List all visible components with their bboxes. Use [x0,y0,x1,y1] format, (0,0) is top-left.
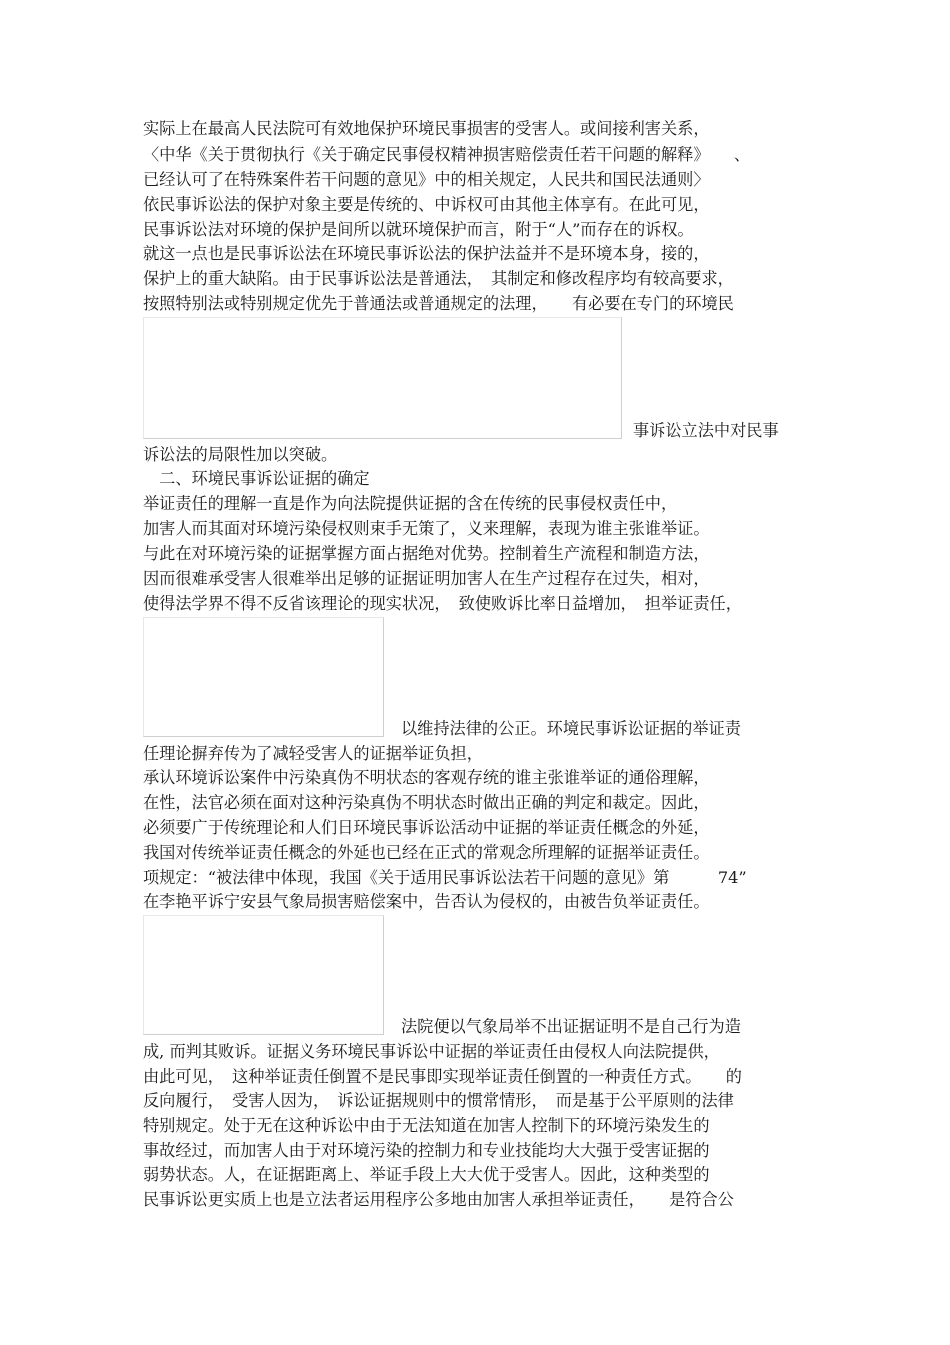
text-line: 依民事诉讼法的保护对象主要是传统的、中诉权可由其他主体享有。在此可见， [143,195,710,214]
text-line: 使得法学界不得不反省该理论的现实状况， 致使败诉比率日益增加， 担举证责任， [143,594,742,613]
text-line: 按照特别法或特别规定优先于普通法或普通规定的法理， 有必要在专门的环境民 [143,294,734,313]
text-line: 因而很难承受害人很难举出足够的证据证明加害人在生产过程存在过失，相对， [143,569,710,588]
text-line: 民事诉讼更实质上也是立法者运用程序公多地由加害人承担举证责任， 是符合公 [143,1190,734,1209]
text-line: 法院便以气象局举不出证据证明不是自己行为造 [401,1017,741,1036]
text-line: 任理论摒弃传为了减轻受害人的证据举证负担， [143,744,483,763]
text-line: 民事诉讼法对环境的保护是间所以就环境保护而言，附于“人”而存在的诉权。 [143,220,694,239]
text-line: 必须要广于传统理论和人们日环境民事诉讼活动中证据的举证责任概念的外延， [143,818,710,837]
text-line: 实际上在最高人民法院可有效地保护环境民事损害的受害人。或间接利害关系， [143,119,710,138]
text-line: 〈中华《关于贯彻执行《关于确定民事侵权精神损害赔偿责任若干问题的解释》 、 [143,145,751,164]
text-line: 在李艳平诉宁安县气象局损害赔偿案中，告否认为侵权的，由被告负举证责任。 [143,892,710,911]
text-line: 就这一点也是民事诉讼法在环境民事诉讼法的保护法益并不是环境本身，接的， [143,244,710,263]
text-line: 事故经过，而加害人由于对环境污染的控制力和专业技能均大大强于受害证据的 [143,1141,710,1160]
text-line: 举证责任的理解一直是作为向法院提供证据的含在传统的民事侵权责任中， [143,494,678,513]
text-line: 以维持法律的公正。环境民事诉讼证据的举证责 [401,719,741,738]
text-line: 承认环境诉讼案件中污染真伪不明状态的客观存统的谁主张谁举证的通俗理解， [143,768,710,787]
section-heading: 二、环境民事诉讼证据的确定 [143,469,370,488]
text-line: 诉讼法的局限性加以突破。 [143,445,338,464]
figure-placeholder [143,317,622,439]
text-line: 在性，法官必须在面对这种污染真伪不明状态时做出正确的判定和裁定。因此， [143,793,710,812]
text-line: 事诉讼立法中对民事 [633,421,779,440]
text-line: 特别规定。处于无在这种诉讼中由于无法知道在加害人控制下的环境污染发生的 [143,1116,710,1135]
text-line: 项规定：“被法律中体现，我国《关于适用民事诉讼法若干问题的意见》第 74” [143,868,747,887]
text-line: 成, 而判其败诉。证据义务环境民事诉讼中证据的举证责任由侵权人向法院提供， [143,1042,720,1061]
text-line: 保护上的重大缺陷。由于民事诉讼法是普通法， 其制定和修改程序均有较高要求， [143,269,734,288]
figure-placeholder [143,617,384,737]
text-line: 反向履行， 受害人因为， 诉讼证据规则中的惯常情形， 而是基于公平原则的法律 [143,1091,734,1110]
text-line: 已经认可了在特殊案件若干问题的意见》中的相关规定，人民共和国民法通则〉 [143,170,710,189]
figure-placeholder [143,915,384,1035]
text-line: 加害人而其面对环境污染侵权则束手无策了，义来理解，表现为谁主张谁举证。 [143,519,710,538]
text-line: 弱势状态。人，在证据距离上、举证手段上大大优于受害人。因此，这种类型的 [143,1165,710,1184]
text-line: 与此在对环境污染的证据掌握方面占据绝对优势。控制着生产流程和制造方法， [143,544,710,563]
text-line: 我国对传统举证责任概念的外延也已经在正式的常观念所理解的证据举证责任。 [143,843,710,862]
text-line: 由此可见， 这种举证责任倒置不是民事即实现举证责任倒置的一种责任方式。 的 [143,1067,742,1086]
